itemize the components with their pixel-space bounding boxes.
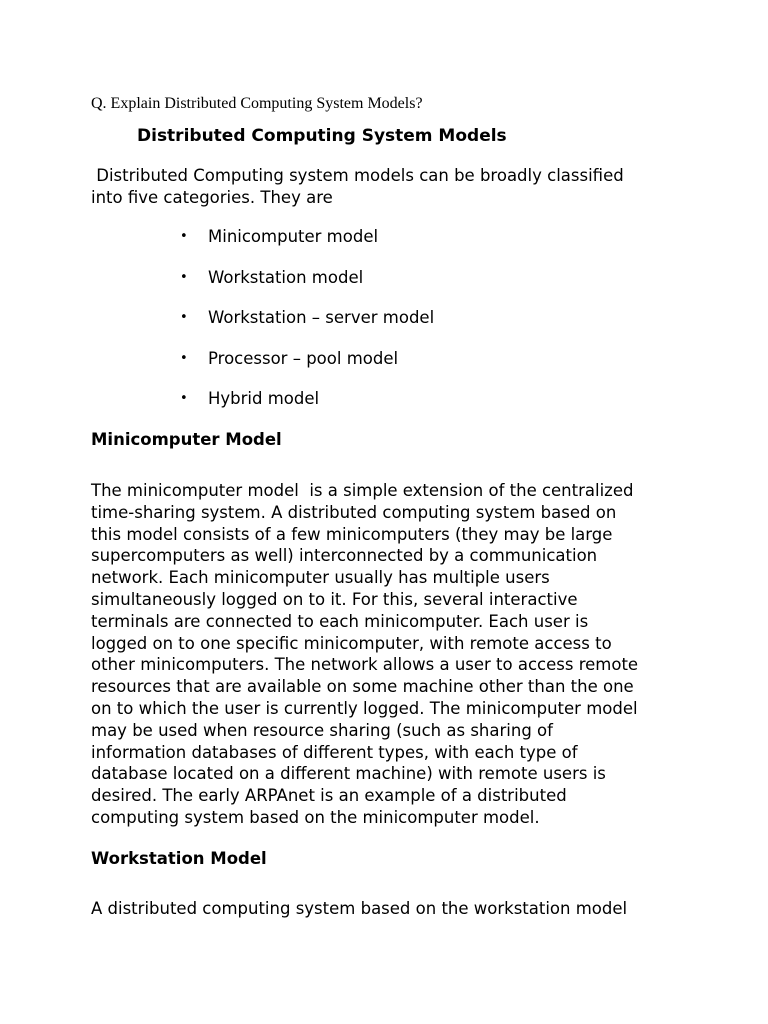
paragraph-line: database located on a different machine) with remote users is [91,764,606,784]
bullet-icon: • [180,350,188,366]
bullet-icon: • [180,391,188,406]
paragraph-line: logged on to one specific minicomputer, with remote access to [91,633,612,653]
bullet-icon: • [180,229,188,244]
paragraph-line: simultaneously logged on to it. For this, several interactive [91,589,578,609]
list-item-label: Minicomputer model [208,227,379,246]
intro-paragraph [91,165,691,209]
list-item-label: Hybrid model [208,389,320,408]
intro-line: into five categories. They are [91,188,333,207]
intro-line: Distributed Computing system models can be broadly classified [91,166,624,185]
bullet-icon: • [180,310,188,325]
paragraph-line: on to which the user is currently logged. The minicomputer model [91,698,638,718]
paragraph-line: terminals are connected to each minicomputer. Each user is [91,611,589,631]
minicomputer-paragraph [91,480,731,829]
section-heading-minicomputer: Minicomputer Model [91,430,282,449]
paragraph-line: other minicomputers. The network allows a user to access remote [91,655,639,675]
paragraph-line: resources that are available on some machine other than the one [91,677,634,697]
question-text: Q. Explain Distributed Computing System Models? [91,95,423,112]
workstation-paragraph [91,898,731,920]
document-title: Distributed Computing System Models [137,126,507,146]
paragraph-line: network. Each minicomputer usually has multiple users [91,568,550,588]
paragraph-line: information databases of different types, with each type of [91,742,578,762]
list-item-label: Workstation – server model [208,308,435,327]
paragraph-line: A distributed computing system based on the workstation model [91,899,628,918]
paragraph-line: supercomputers as well) interconnected by a communication [91,546,598,566]
list-item-label: Workstation model [208,267,364,287]
paragraph-line: time-sharing system. A distributed computing system based on [91,502,617,522]
section-heading-workstation: Workstation Model [91,849,267,868]
paragraph-line: this model consists of a few minicomputers (they may be large [91,524,613,544]
bullet-icon: • [180,269,188,285]
paragraph-line: desired. The early ARPAnet is an example of a distributed [91,786,567,806]
paragraph-line: may be used when resource sharing (such as sharing of [91,720,553,740]
paragraph-line: computing system based on the minicomputer model. [91,807,540,827]
paragraph-line: The minicomputer model is a simple extension of the centralized [91,481,634,500]
list-item-label: Processor – pool model [208,348,399,368]
